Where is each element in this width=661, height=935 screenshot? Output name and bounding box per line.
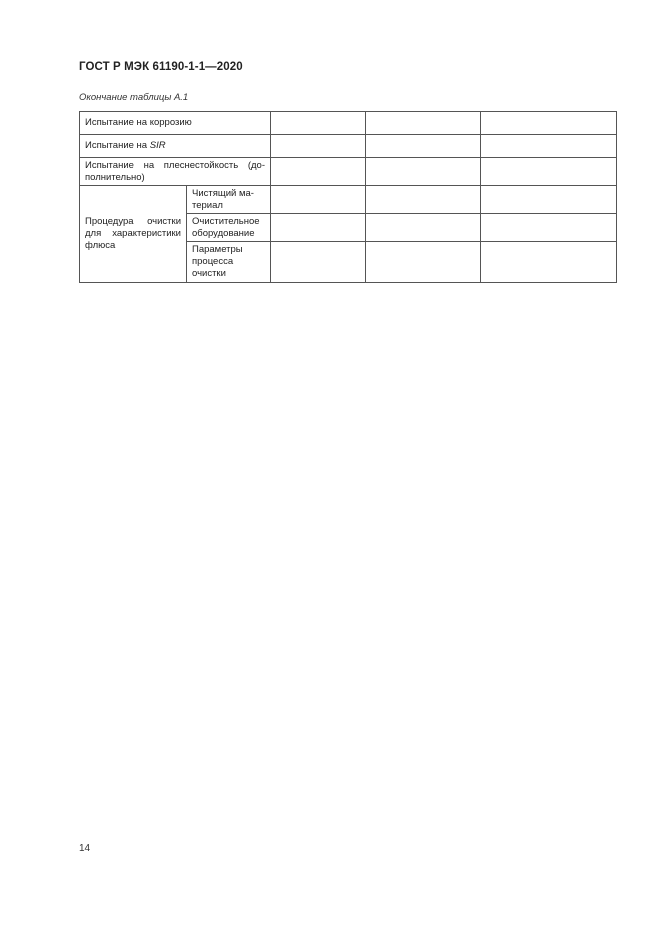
- table-a1: [79, 111, 617, 283]
- row-label-sir-prefix: Испытание на: [85, 140, 150, 151]
- row-sublabel-cleaning-parameters: Параметры процесса очистки: [187, 242, 271, 283]
- table-cell: [366, 242, 481, 283]
- row-label-mold: Испытание на плеснестойкость (до-полнительно): [80, 158, 271, 186]
- table-cell: [481, 214, 617, 242]
- table-cell: [481, 158, 617, 186]
- table-cell: [366, 112, 481, 135]
- table-cell: [366, 135, 481, 158]
- table-cell: [366, 214, 481, 242]
- table-cell: [271, 158, 366, 186]
- table-row: [80, 186, 617, 214]
- table-cell: [366, 158, 481, 186]
- row-label-cleaning-procedure: Процедура очистки для характеристики флюса: [80, 186, 187, 283]
- row-label-sir-term: SIR: [149, 140, 166, 151]
- document-header: ГОСТ Р МЭК 61190-1-1—2020: [79, 61, 243, 73]
- table-row: [80, 135, 617, 158]
- table-cell: [271, 186, 366, 214]
- table-cell: [481, 135, 617, 158]
- table-cell: [271, 214, 366, 242]
- row-label-sir: [80, 135, 271, 158]
- row-sublabel-cleaning-equipment: Очистительное оборудование: [187, 214, 271, 242]
- page-number: 14: [79, 843, 91, 854]
- table-caption: Окончание таблицы А.1: [79, 92, 189, 103]
- row-label-corrosion: Испытание на коррозию: [80, 112, 271, 135]
- table-cell: [271, 112, 366, 135]
- table-row: [80, 158, 617, 186]
- table-cell: [481, 186, 617, 214]
- table-cell: [271, 135, 366, 158]
- table-cell: [271, 242, 366, 283]
- row-sublabel-cleaning-material: Чистящий ма-териал: [187, 186, 271, 214]
- table-cell: [481, 112, 617, 135]
- table-cell: [481, 242, 617, 283]
- table-cell: [366, 186, 481, 214]
- table-row: [80, 112, 617, 135]
